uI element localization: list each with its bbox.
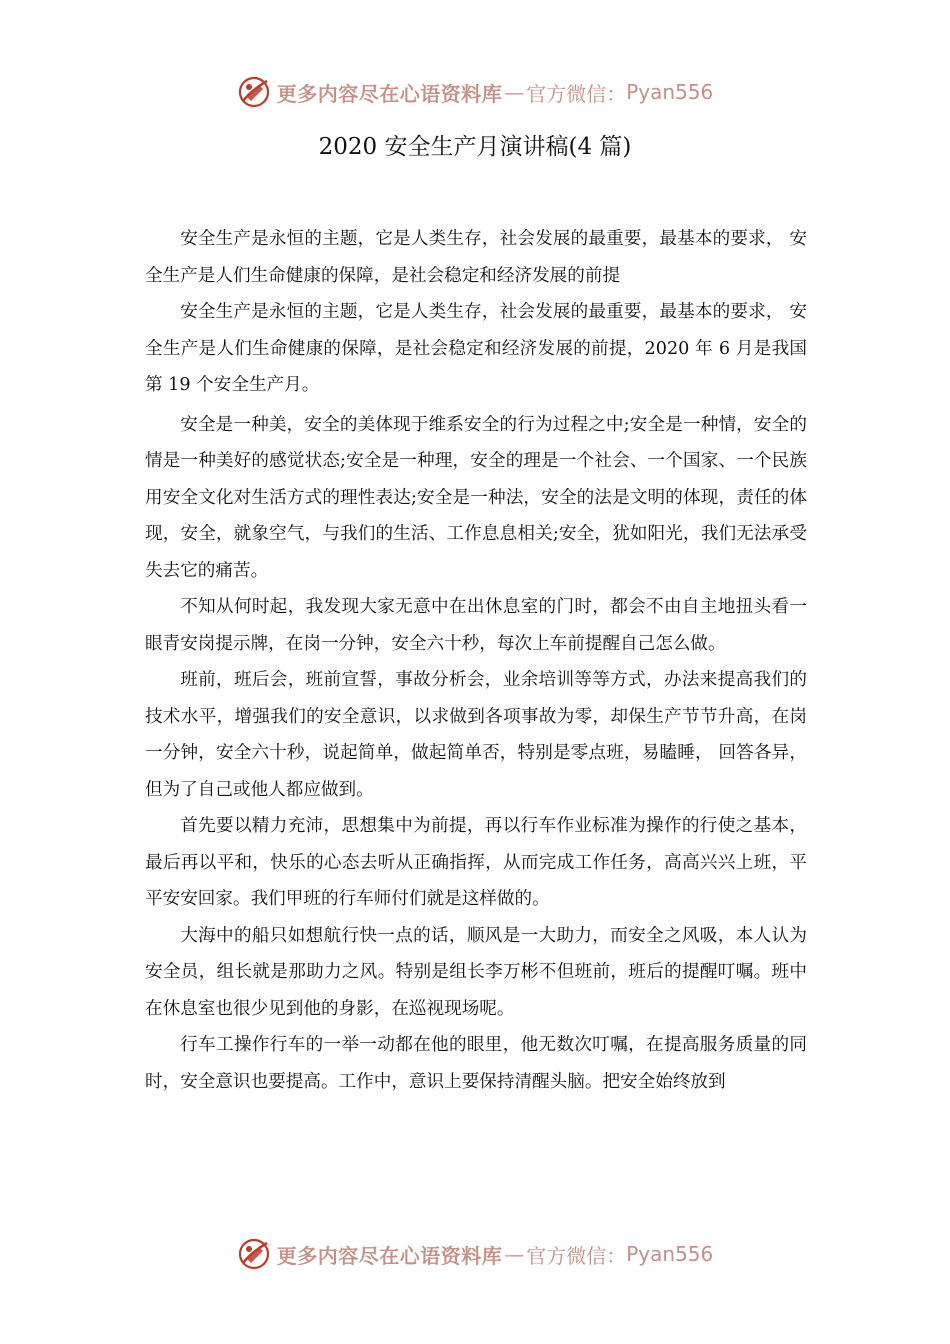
header-banner [0,72,950,112]
banner-wechat-label: 官方微信： [526,1243,627,1268]
paragraph-4: 不知从何时起，我发现大家无意中在出休息室的门时，都会不由自主地扭头看一眼青安岗提示牌，在岗一分钟，安全六十秒，每次上车前提醒自己怎么做。 [145,597,807,654]
banner-wechat-id: Pyan556 [626,1242,714,1266]
banner-wechat-label: 官方微信： [526,81,627,106]
document-body [145,221,807,1100]
banner-main-text: 更多内容尽在心语资料库 [276,1243,503,1268]
logo-icon [237,1237,271,1271]
page-title: 2020 安全生产月演讲稿(4 篇) [318,134,632,160]
banner-main-text: 更多内容尽在心语资料库 [276,81,503,106]
banner-wechat-id: Pyan556 [626,80,714,104]
banner-separator: — [504,80,525,104]
paragraph-2: 安全生产是永恒的主题，它是人类生存，社会发展的最重要，最基本的要求， 安全生产是人们生命健康的保障，是社会稳定和经济发展的前提，2020 年 6 月是我国第 19 个安全生产月。 [145,302,807,395]
logo-icon [237,75,271,109]
paragraph-1: 安全生产是永恒的主题，它是人类生存，社会发展的最重要，最基本的要求， 安全生产是人们生命健康的保障，是社会稳定和经济发展的前提 [145,229,807,286]
paragraph-7: 大海中的船只如想航行快一点的话，顺风是一大助力，而安全之风吸，本人认为安全员，组长就是那助力之风。特别是组长李万彬不但班前，班后的提醒叮嘱。班中在休息室也很少见到他的身影，在巡视现场呢。 [145,925,807,1019]
footer-banner [0,1234,950,1274]
paragraph-5: 班前，班后会，班前宣誓，事故分析会，业余培训等等方式，办法来提高我们的技术水平，增强我们的安全意识，以求做到各项事故为零，却保生产节节升高，在岗一分钟，安全六十秒，说起简单，做起简单否，特别是零点班，易瞌睡， 回答各异，但为了自己或他人都应做到。 [145,670,807,800]
paragraph-8: 行车工操作行车的一举一动都在他的眼里，他无数次叮嘱，在提高服务质量的同时，安全意识也要提高。工作中，意识上要保持清醒头脑。把安全始终放到 [145,1035,807,1092]
paragraph-3: 安全是一种美，安全的美体现于维系安全的行为过程之中;安全是一种情，安全的情是一种美好的感觉状态;安全是一种理，安全的理是一个社会、一个国家、一个民族用安全文化对生活方式的理性表达;安全是一种法，安全的法是文明的体现，责任的体现，安全，就象空气，与我们的生活、工作息息相关;安全，犹如阳光，我们无法承受失去它的痛苦。 [145,414,807,581]
paragraph-6: 首先要以精力充沛，思想集中为前提，再以行车作业标准为操作的行使之基本，最后再以平和，快乐的心态去听从正确指挥，从而完成工作任务，高高兴兴上班，平平安安回家。我们甲班的行车师付们就是这样做的。 [145,816,807,909]
banner-separator: — [504,1242,525,1266]
